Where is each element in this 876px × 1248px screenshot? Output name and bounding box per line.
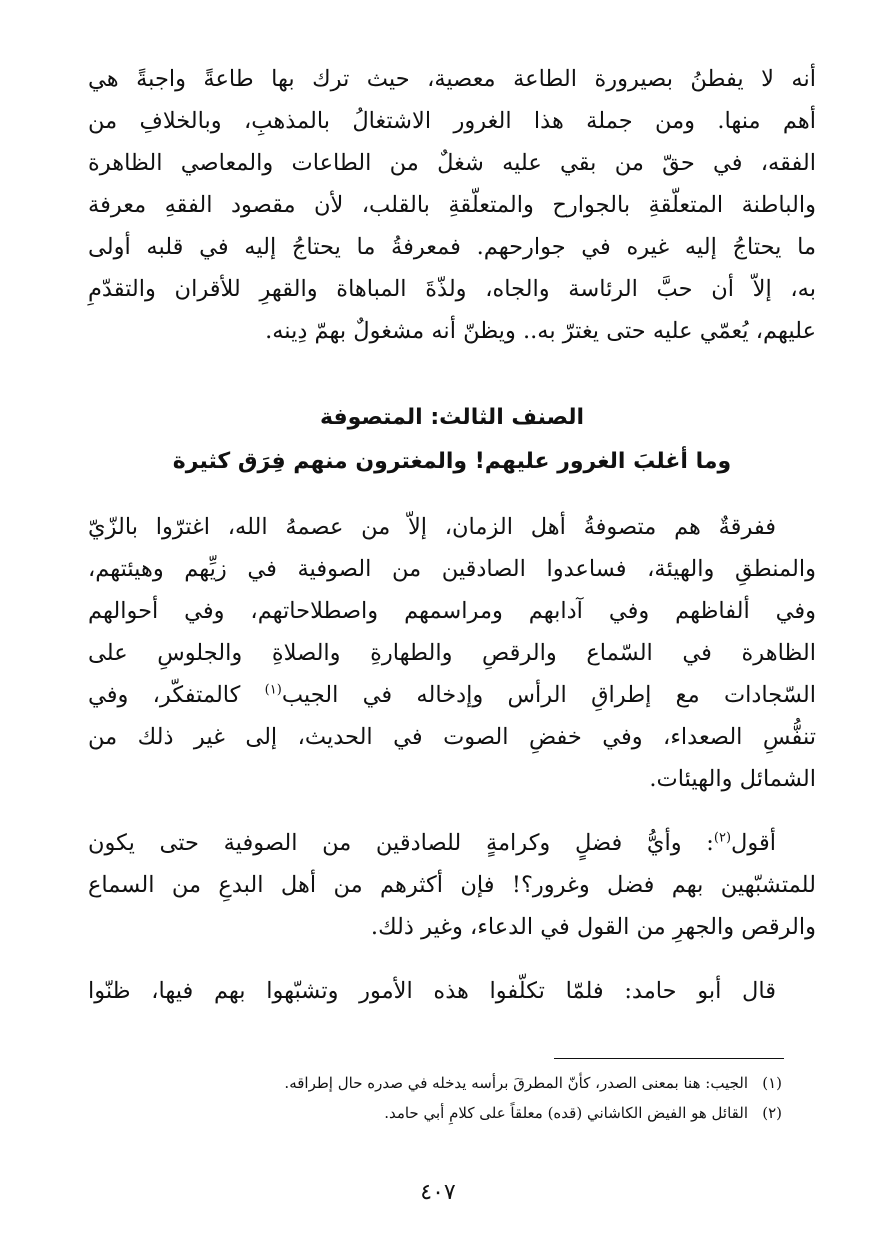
text-line: والرقص والجهرِ من القول في الدعاء، وغير ذلك. bbox=[370, 914, 816, 940]
text-line: أنه لا يفطنُ بصيرورة الطاعة معصية، حيث ترك بها طاعةً واجبةً هي bbox=[88, 66, 816, 92]
paragraph-3 bbox=[88, 822, 816, 948]
heading-title: الصنف الثالث: المتصوفة bbox=[319, 405, 585, 430]
text-segment: أقول bbox=[731, 830, 776, 856]
text-line: الظاهرة في السّماع والرقصِ والطهارةِ والصلاةِ والجلوسِ على bbox=[88, 640, 816, 666]
text-line: قال أبو حامد: فلمّا تكلّفوا هذه الأمور وتشبّهوا بهم فيها، ظنّوا bbox=[88, 978, 776, 1004]
text-line: ما يحتاجُ إليه غيره في جوارحهم. فمعرفةُ ما يحتاجُ إليه في قلبه أولى bbox=[88, 234, 816, 260]
paragraph-4 bbox=[88, 970, 816, 1012]
text-line: تنفُّسِ الصعداء، وفي خفضِ الصوت في الحديث، إلى غير ذلك من bbox=[88, 724, 816, 750]
text-line: عليهم، يُعمّي عليه حتى يغترّ به.. ويظنّ أنه مشغولٌ بهمّ دِينه. bbox=[265, 318, 816, 344]
text-line: أهم منها. ومن جملة هذا الغرور الاشتغالُ بالمذهبِ، وبالخلافِ من bbox=[88, 108, 816, 134]
text-segment: السّجادات مع إطراقِ الرأس وإدخاله في الجيب bbox=[281, 682, 816, 708]
footnote-ref-1[interactable]: (١) bbox=[264, 682, 282, 698]
text-line: والمنطقِ والهيئة، فساعدوا الصادقين من الصوفية في زيِّهم وهيئتهم، bbox=[88, 556, 816, 582]
footnotes bbox=[88, 1068, 782, 1128]
footnote-1 bbox=[88, 1068, 782, 1098]
text-line: الفقه، في حقّ من بقي عليه شغلٌ من الطاعات والمعاصي الظاهرة bbox=[88, 150, 816, 176]
footnote-2 bbox=[88, 1098, 782, 1128]
footnote-number: (١) bbox=[762, 1074, 782, 1092]
text-line: الشمائل والهيئات. bbox=[649, 766, 816, 792]
text-line: ففرقةٌ هم متصوفةُ أهل الزمان، إلاّ من عصمهُ الله، اغترّوا بالزّيّ bbox=[88, 514, 776, 540]
page-body bbox=[88, 58, 816, 1012]
footnote-number: (٢) bbox=[762, 1104, 782, 1122]
section-heading bbox=[88, 396, 816, 484]
paragraph-2 bbox=[88, 506, 816, 800]
page-number: ٤٠٧ bbox=[420, 1180, 456, 1205]
text-line: للمتشبّهين بهم فضل وغرور؟! فإن أكثرهم من أهل البدعِ من السماع bbox=[88, 872, 816, 898]
text-segment: : وأيُّ فضلٍ وكرامةٍ للصادقين من الصوفية حتى يكون bbox=[88, 830, 714, 856]
paragraph-1 bbox=[88, 58, 816, 352]
text-line bbox=[88, 822, 816, 864]
text-line: والباطنة المتعلّقةِ بالجوارح والمتعلّقةِ بالقلب، لأن مقصود الفقهِ معرفة bbox=[88, 192, 816, 218]
text-line: به، إلاّ أن حبَّ الرئاسة والجاه، ولذّةَ المباهاة والقهرِ للأقران والتقدّمِ bbox=[88, 276, 816, 302]
heading-subtitle: وما أغلبَ الغرور عليهم! والمغترون منهم فِرَق كثيرة bbox=[172, 449, 732, 474]
text-segment: كالمتفكّر، وفي bbox=[88, 682, 265, 708]
text-line: وفي ألفاظهم وفي آدابهم ومراسمهم واصطلاحاتهم، وفي أحوالهم bbox=[88, 598, 816, 624]
text-line bbox=[88, 674, 816, 716]
footnote-text: الجيب: هنا بمعنى الصدر، كأنّ المطرقَ برأسه يدخله في صدره حال إطراقه. bbox=[284, 1074, 748, 1092]
footnote-text: القائل هو الفيض الكاشاني (قده) معلقاً على كلامِ أبي حامد. bbox=[384, 1104, 748, 1122]
footnote-ref-2[interactable]: (٢) bbox=[713, 830, 732, 846]
footnote-divider bbox=[554, 1058, 784, 1059]
